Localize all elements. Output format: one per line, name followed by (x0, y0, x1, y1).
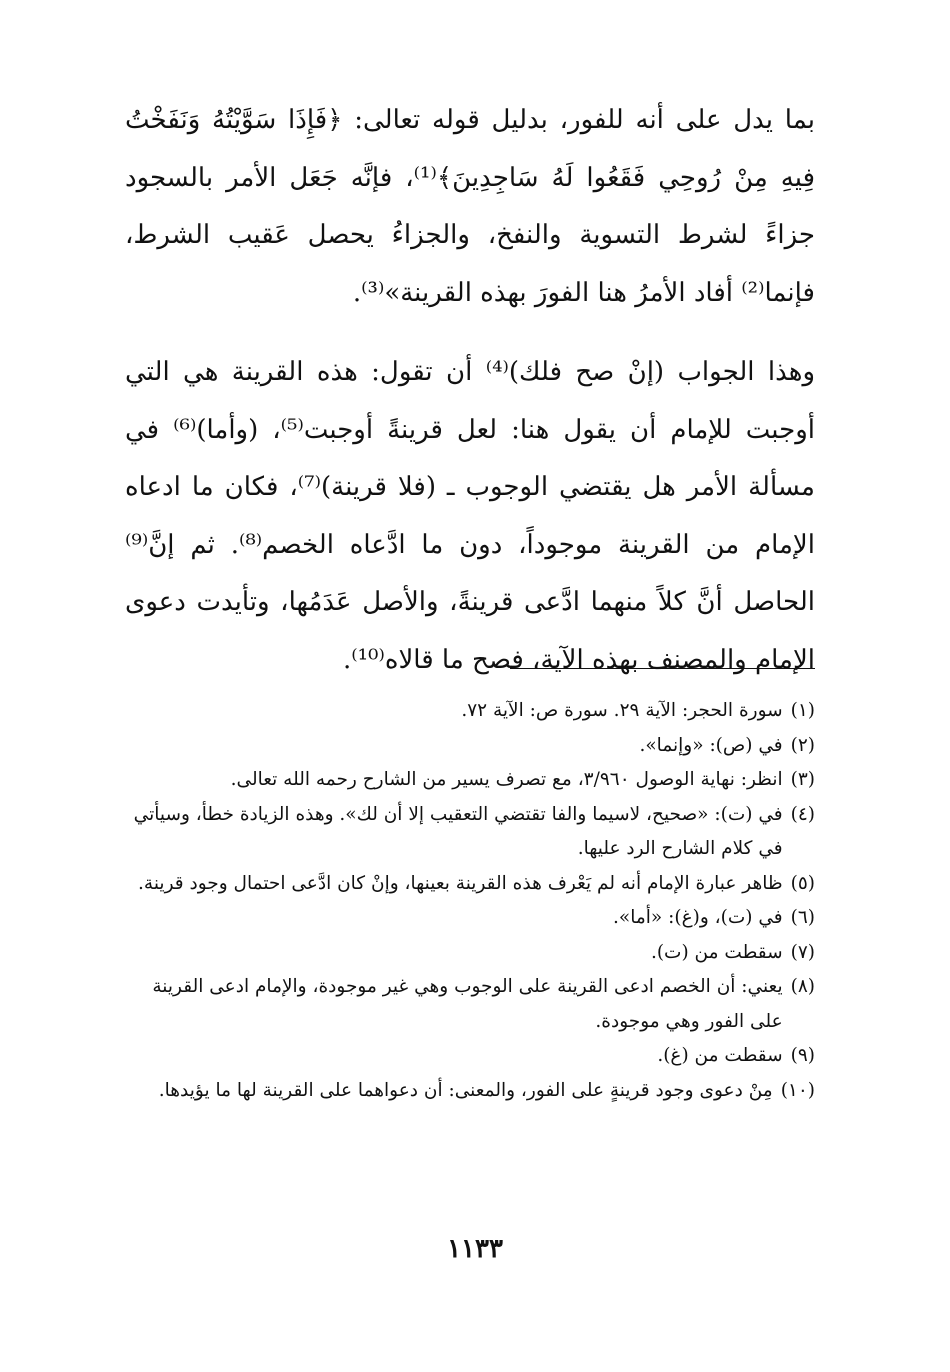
footnote-item (125, 798, 815, 867)
footnote-text: سقطت من (ت). (650, 941, 783, 963)
footnote-divider (510, 668, 815, 669)
footnote-text: يعني: أن الخصم ادعى القرينة على الوجوب وهي غير موجودة، والإمام ادعى القرينة على الفور وهي موجودة. (152, 976, 783, 1032)
footnote-item (125, 901, 815, 936)
paragraph: وهذا الجواب (إنْ صح فلك)⁽⁴⁾ أن تقول: هذه القرينة هي التي أوجبت للإمام أن يقول هنا: لعل قرينةً أوجبت⁽⁵⁾، (وأما)⁽⁶⁾ في مسألة الأمر هل يقتضي الوجوب ـ (فلا قرينة)⁽⁷⁾، فكان ما ادعاه الإمام من القرينة موجوداً، دون ما ادَّعاه الخصم⁽⁸⁾. ثم إنَّ⁽⁹⁾ الحاصل أنَّ كلاً منهما ادَّعى قرينةً، والأصل عَدَمُها، وتأيدت دعوى الإمام والمصنف بهذه الآية، فصح ما قالاه⁽¹⁰⁾. (125, 357, 816, 675)
footnote-item (125, 763, 815, 798)
footnote-item (125, 1039, 815, 1074)
footnote-number: (٣) (790, 769, 815, 790)
footnote-item (125, 729, 815, 764)
footnote-number: (٤) (790, 803, 815, 825)
footnote-item (125, 867, 815, 902)
footnote-item (125, 970, 815, 1039)
footnote-text: مِنْ دعوى وجود قرينةٍ على الفور، والمعنى: أن دعواهما على القرينة لها ما يؤيدها. (158, 1079, 773, 1101)
footnote-number: (١) (790, 700, 815, 721)
footnote-text: سقطت من (غ). (657, 1045, 783, 1066)
footnote-text: ظاهر عبارة الإمام أنه لم يَعْرف هذه القرينة بعينها، وإنْ كان ادَّعى احتمال وجود قرينة. (138, 872, 783, 894)
footnote-number: (٥) (790, 872, 815, 894)
footnote-item (125, 936, 815, 971)
footnote-number: (٦) (790, 907, 815, 928)
footnote-text: في (ت)، و(غ): «أما». (613, 907, 783, 928)
main-text (125, 92, 815, 689)
footnote-number: (١٠) (780, 1079, 815, 1101)
footnote-item (125, 694, 815, 729)
footnote-item (125, 1074, 815, 1109)
footnote-text: انظر: نهاية الوصول ٣/٩٦٠، مع تصرف يسير من الشارح رحمه الله تعالى. (230, 769, 783, 790)
footnote-text: في (ص): «وإنما». (639, 734, 783, 756)
footnote-text: سورة الحجر: الآية ٢٩. سورة ص: الآية ٧٢. (461, 700, 783, 721)
paragraph: بما يدل على أنه للفور، بدليل قوله تعالى: ﴿فَإِذَا سَوَّيْتُهُ وَنَفَخْتُ فِيهِ مِنْ رُوحِي فَقَعُوا لَهُ سَاجِدِينَ﴾⁽¹⁾، فإنَّه جَعَل الأمر بالسجود جزاءً لشرط التسوية والنفخ، والجزاءُ يحصل عَقيب الشرط، فإنما⁽²⁾ أفاد الأمرُ هنا الفورَ بهذه القرينة»⁽³⁾. (125, 105, 816, 308)
footnote-number: (٩) (790, 1045, 815, 1066)
page-number: ١١٣٣ (447, 1234, 503, 1264)
footnote-number: (٢) (790, 734, 815, 756)
footnote-text: في (ت): «صحيح، لاسيما والفا تقتضي التعقيب إلا أن لك». وهذه الزيادة خطأ، وسيأتي في كلام الشارح الرد عليها. (133, 803, 783, 859)
footnote-number: (٨) (790, 976, 815, 997)
footnotes-list (125, 694, 815, 1108)
footnote-number: (٧) (790, 941, 815, 963)
